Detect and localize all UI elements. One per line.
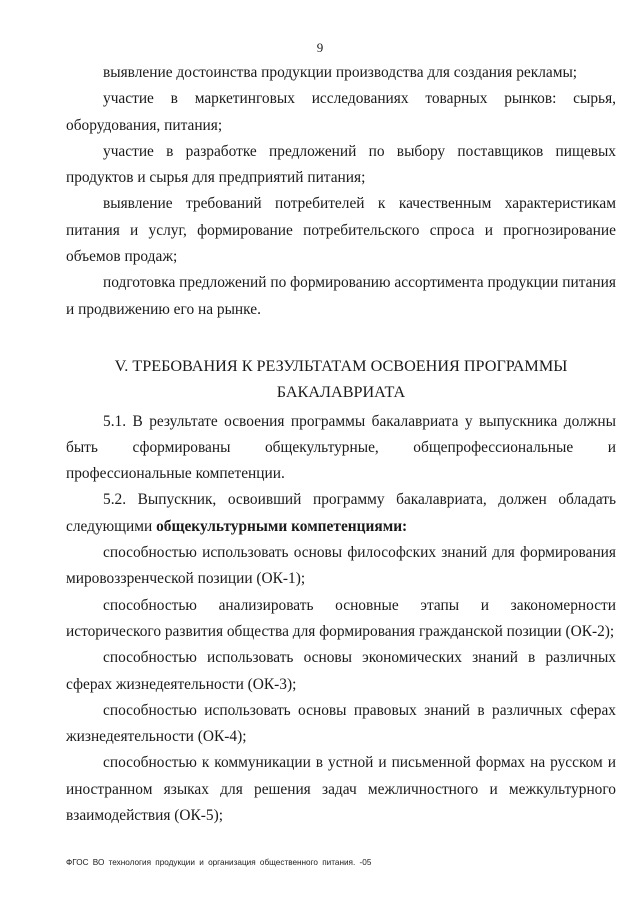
page-body (66, 60, 616, 829)
paragraph-5-1: 5.1. В результате освоения программы бакалавриата у выпускника должны быть сформированы общекультурные, общепрофессиональные и профессиональные компетенции. (66, 412, 616, 483)
section-heading-line-2: БАКАЛАВРИАТА (276, 383, 406, 402)
section-heading (66, 353, 616, 406)
competency-item: способностью использовать основы философских знаний для формирования мировоззренческой позиции (ОК-1); (66, 544, 616, 588)
competency-item: способностью к коммуникации в устной и письменной формах на русском и иностранном языках для решения задач межличностного и межкультурного взаимодействия (ОК-5); (66, 754, 616, 825)
section-heading-line-1: V. ТРЕБОВАНИЯ К РЕЗУЛЬТАТАМ ОСВОЕНИЯ ПРОГРАММЫ (114, 356, 568, 375)
paragraph: участие в маркетинговых исследованиях товарных рынков: сырья, оборудования, питания; (66, 90, 616, 134)
paragraph-5-2 (66, 487, 616, 540)
competency-item: способностью использовать основы экономических знаний в различных сферах жизнедеятельности (ОК-3); (66, 649, 616, 693)
paragraph: выявление достоинства продукции производства для создания рекламы; (103, 64, 578, 81)
competency-item: способностью использовать основы правовых знаний в различных сферах жизнедеятельности (ОК-4); (66, 701, 616, 746)
page-footer: ФГОС ВО технология продукции и организация общественного питания. -05 (66, 858, 372, 867)
paragraph: участие в разработке предложений по выбору поставщиков пищевых продуктов и сырья для предприятий питания; (66, 142, 616, 187)
paragraph-5-2-bold: общекультурными компетенциями: (156, 517, 408, 535)
paragraph: выявление требований потребителей к качественным характеристикам питания и услуг, формирование потребительского спроса и прогнозирование объемов продаж; (66, 195, 616, 266)
paragraph: подготовка предложений по формированию ассортимента продукции питания и продвижению его на рынке. (66, 274, 616, 318)
competency-item: способностью анализировать основные этапы и закономерности исторического развития общества для формирования гражданской позиции (ОК-2); (66, 596, 616, 640)
page-number: 9 (316, 40, 324, 55)
paragraph-5-2-lead: 5.2. Выпускник, освоивший программу бакалавриата, должен обладать следующими (66, 491, 616, 535)
